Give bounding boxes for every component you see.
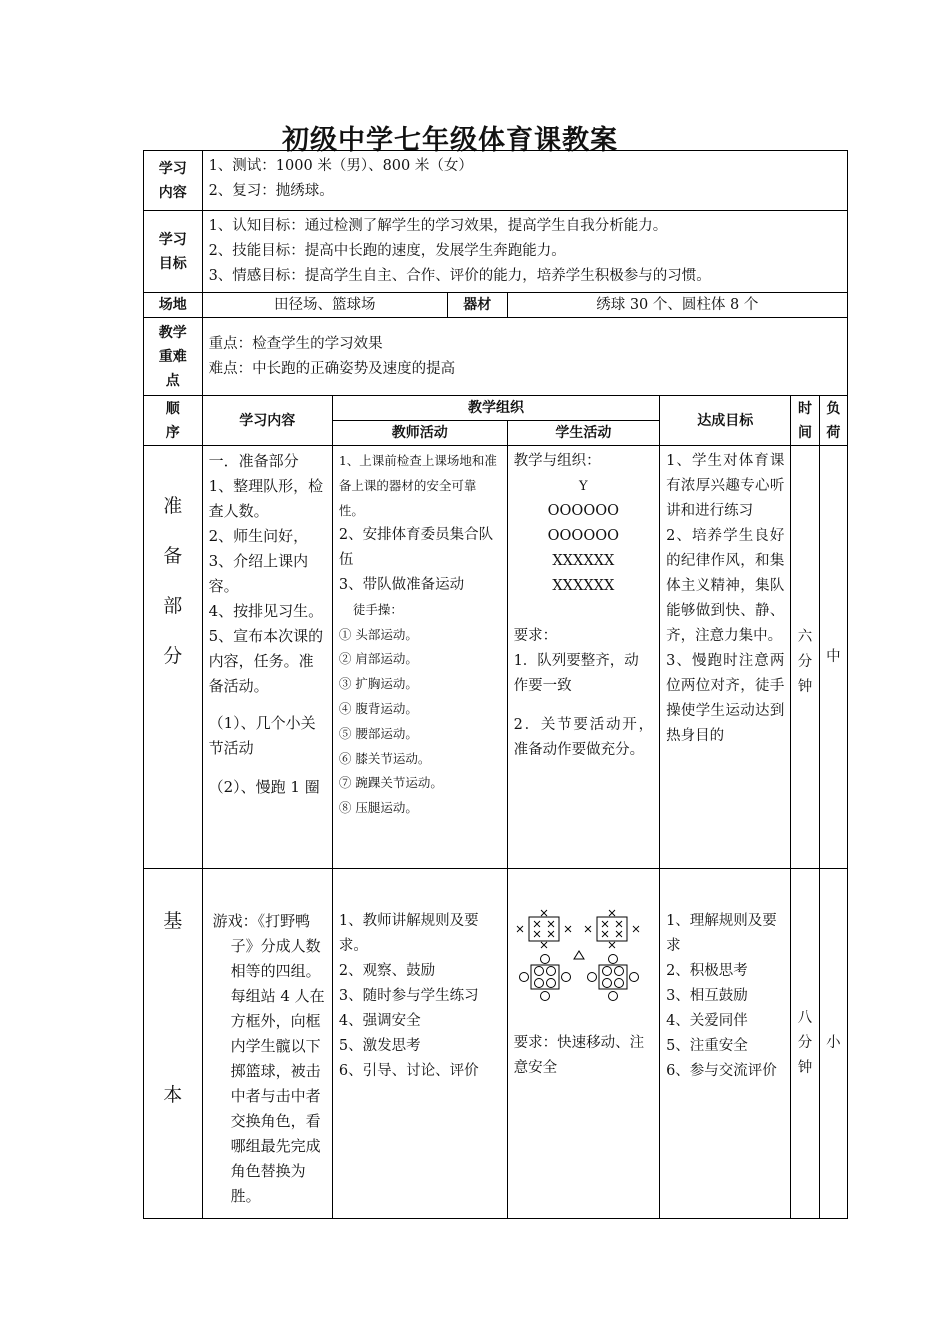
basic-phase-char: 本 xyxy=(163,1084,183,1106)
player-circle xyxy=(614,967,623,976)
key-point-line: 难点：中长跑的正确姿势及速度的提高 xyxy=(208,360,456,377)
player-circle xyxy=(629,973,638,982)
basic-phase-char: 基 xyxy=(163,910,183,932)
header-student: 学生活动 xyxy=(507,421,660,446)
header-row-1 xyxy=(144,396,848,421)
prep-content-line: 2、师生问好， xyxy=(208,527,309,545)
prep-time-char: 六 xyxy=(797,628,813,645)
prep-teacher xyxy=(332,446,507,869)
study-content-line: 2、复习：抛绣球。 xyxy=(208,183,334,199)
prep-goal xyxy=(660,446,791,869)
basic-goal xyxy=(660,869,791,1219)
header-content: 学习内容 xyxy=(202,396,332,446)
venue-row xyxy=(144,293,848,318)
prep-goal-line: 1、学生对体育课有浓厚兴趣专心听讲和进行练习 xyxy=(666,453,785,519)
prep-content-spacer xyxy=(209,761,326,775)
basic-teacher-line: 3、随时参与学生练习 xyxy=(338,988,479,1004)
player-circle xyxy=(519,973,528,982)
prep-teacher-line: ⑧ 压腿运动。 xyxy=(338,800,418,816)
key-points-label: 教学 重难 点 xyxy=(144,318,203,396)
player-circle xyxy=(534,979,543,988)
right-throw-zone xyxy=(597,917,627,941)
prep-teacher-line: 徒手操： xyxy=(352,601,403,617)
basic-time-char: 钟 xyxy=(797,1060,813,1076)
prep-content-line: （1）、几个小关节活动 xyxy=(208,714,316,757)
basic-teacher-line: 6、引导、讨论、评价 xyxy=(338,1063,479,1079)
study-content-row xyxy=(144,151,848,211)
prep-time xyxy=(791,446,819,869)
prep-teacher-line: 1、上课前检查上课场地和准备上课的器材的安全可靠性。 xyxy=(338,453,497,518)
header-load: 负 荷 xyxy=(819,396,847,446)
prep-teacher-line: ③ 扩胸运动。 xyxy=(338,676,418,692)
venue-label: 场地 xyxy=(144,293,203,318)
prep-content-line: 1、整理队形，检查人数。 xyxy=(208,477,324,520)
prep-content-spacer xyxy=(209,699,326,711)
player-circle xyxy=(608,955,617,964)
prep-teacher-line: 2、安排体育委员集合队伍 xyxy=(338,527,494,569)
basic-student-spacer xyxy=(514,1009,654,1031)
basic-goal-line: 5、注重安全 xyxy=(666,1038,748,1054)
prep-student-req: 1．队列要整齐，动作要一致 xyxy=(513,653,639,694)
basic-student-req: 要求：快速移动、注意安全 xyxy=(513,1035,645,1076)
basic-goal-line: 4、关爱同伴 xyxy=(666,1013,748,1029)
prep-phase xyxy=(144,446,203,869)
basic-goal-line: 2、积极思考 xyxy=(666,963,748,979)
basic-time-char: 八 xyxy=(797,1010,813,1026)
prep-teacher-line: ⑤ 腰部运动。 xyxy=(338,725,418,741)
prep-teacher-line: ⑥ 膝关节运动。 xyxy=(338,750,431,766)
basic-time-char: 分 xyxy=(797,1035,813,1051)
player-circle xyxy=(540,992,549,1001)
header-teacher: 教师活动 xyxy=(332,421,507,446)
prep-teacher-line: ④ 腹背运动。 xyxy=(338,700,418,716)
formation-line: OOOOOO xyxy=(547,503,619,519)
basic-teacher xyxy=(332,869,507,1219)
basic-goal-line: 6、参与交流评价 xyxy=(666,1063,777,1079)
basic-content-text: 游戏：《打野鸭子》分成人数相等的四组。每组站 4 人在方框外，向框内学生髋以下掷篮球，被击中者与击中者交换角色，看哪组最先完成角色替换为胜。 xyxy=(212,912,325,1205)
formation-line: Y xyxy=(579,479,588,494)
prep-teacher-line: ⑦ 踠踝关节运动。 xyxy=(338,775,443,791)
equipment-value: 绣球 30 个、圆柱体 8 个 xyxy=(507,293,847,318)
x-marks xyxy=(517,910,639,948)
study-content-label: 学习 内容 xyxy=(144,151,203,211)
player-circle xyxy=(587,973,596,982)
basic-goal-line: 1、理解规则及要求 xyxy=(666,913,777,954)
study-goals-label: 学习 目标 xyxy=(144,211,203,293)
basic-content xyxy=(202,869,332,1219)
study-goals-row xyxy=(144,211,848,293)
prep-goal-line: 3、慢跑时注意两位两位对齐，徒手操使学生运动达到热身目的 xyxy=(666,653,785,744)
page-title: 初级中学七年级体育课教案 xyxy=(282,125,618,156)
player-circle xyxy=(534,967,543,976)
key-point-line: 重点：检查学生的学习效果 xyxy=(208,335,383,352)
prep-phase-char: 部 xyxy=(163,595,183,617)
prep-phase-char: 准 xyxy=(163,495,183,517)
study-goal-line: 3、情感目标：提高学生自主、合作、评价的能力，培养学生积极参与的习惯。 xyxy=(208,268,711,284)
header-time: 时 间 xyxy=(791,396,819,446)
prep-content xyxy=(202,446,332,869)
lesson-plan-table xyxy=(143,150,848,1219)
prep-time-char: 钟 xyxy=(797,678,813,695)
study-content-line: 1、测试：1000 米（男）、800 米（女） xyxy=(208,158,473,174)
basic-phase-spacer xyxy=(144,933,202,1083)
basic-teacher-line: 4、强调安全 xyxy=(338,1013,421,1029)
prep-load: 中 xyxy=(819,446,847,869)
player-circle xyxy=(602,979,611,988)
prep-row xyxy=(144,446,848,869)
prep-student-req: 要求： xyxy=(513,628,558,644)
header-order: 顺 序 xyxy=(144,396,203,446)
basic-time xyxy=(791,869,819,1219)
key-points-row xyxy=(144,318,848,396)
player-circle xyxy=(546,979,555,988)
game-diagram xyxy=(514,909,654,1009)
prep-phase-char: 备 xyxy=(163,545,183,567)
player-circle xyxy=(614,979,623,988)
basic-row xyxy=(144,869,848,1219)
player-circle xyxy=(561,973,570,982)
prep-student-req: 2．关节要活动开，准备动作要做充分。 xyxy=(513,717,654,758)
header-org: 教学组织 xyxy=(332,396,659,421)
header-goal: 达成目标 xyxy=(660,396,791,446)
basic-phase xyxy=(144,869,203,1219)
prep-student-spacer xyxy=(514,699,654,713)
player-circle xyxy=(546,967,555,976)
prep-teacher-line: ② 肩部运动。 xyxy=(338,651,418,667)
player-circle xyxy=(608,992,617,1001)
study-content-cell xyxy=(202,151,847,211)
study-goal-line: 2、技能目标：提高中长跑的速度，发展学生奔跑能力。 xyxy=(208,243,566,259)
basic-teacher-line: 5、激发思考 xyxy=(338,1038,421,1054)
study-goals-cell xyxy=(202,211,847,293)
basic-teacher-line: 2、观察、鼓励 xyxy=(338,963,436,979)
basic-load: 小 xyxy=(819,869,847,1219)
formation-line: OOOOOO xyxy=(547,528,619,544)
prep-student xyxy=(507,446,660,869)
prep-content-line: 4、按排见习生。 xyxy=(208,602,324,620)
study-goal-line: 1、认知目标：通过检测了解学生的学习效果，提高学生自我分析能力。 xyxy=(208,218,668,234)
prep-content-line: （2）、慢跑 1 圈 xyxy=(208,778,320,796)
prep-teacher-line: ① 头部运动。 xyxy=(338,626,418,642)
venue-value: 田径场、篮球场 xyxy=(202,293,447,318)
teacher-triangle xyxy=(574,951,584,959)
prep-phase-char: 分 xyxy=(163,645,183,667)
basic-teacher-line: 1、教师讲解规则及要求。 xyxy=(338,913,479,954)
formation-line: XXXXXX xyxy=(552,553,615,569)
prep-content-line: 5、宣布本次课的内容，任务。准备活动。 xyxy=(208,627,324,695)
basic-goal-line: 3、相互鼓励 xyxy=(666,988,748,1004)
left-throw-zone xyxy=(529,917,559,941)
prep-student-intro: 教学与组织： xyxy=(513,453,601,469)
equipment-label: 器材 xyxy=(448,293,508,318)
basic-student xyxy=(507,869,660,1219)
player-circle xyxy=(540,955,549,964)
formation-line: XXXXXX xyxy=(552,578,615,594)
prep-teacher-line: 3、带队做准备运动 xyxy=(338,576,465,593)
prep-content-line: 3、介绍上课内容。 xyxy=(208,552,309,595)
player-circle xyxy=(602,967,611,976)
key-points-cell xyxy=(202,318,847,396)
prep-goal-line: 2、培养学生良好的纪律作风，和集体主义精神，集队能够做到快、静、齐，注意力集中。 xyxy=(666,528,785,644)
prep-content-line: 一．准备部分 xyxy=(208,452,299,470)
prep-student-spacer xyxy=(514,599,654,624)
prep-time-char: 分 xyxy=(797,653,813,670)
